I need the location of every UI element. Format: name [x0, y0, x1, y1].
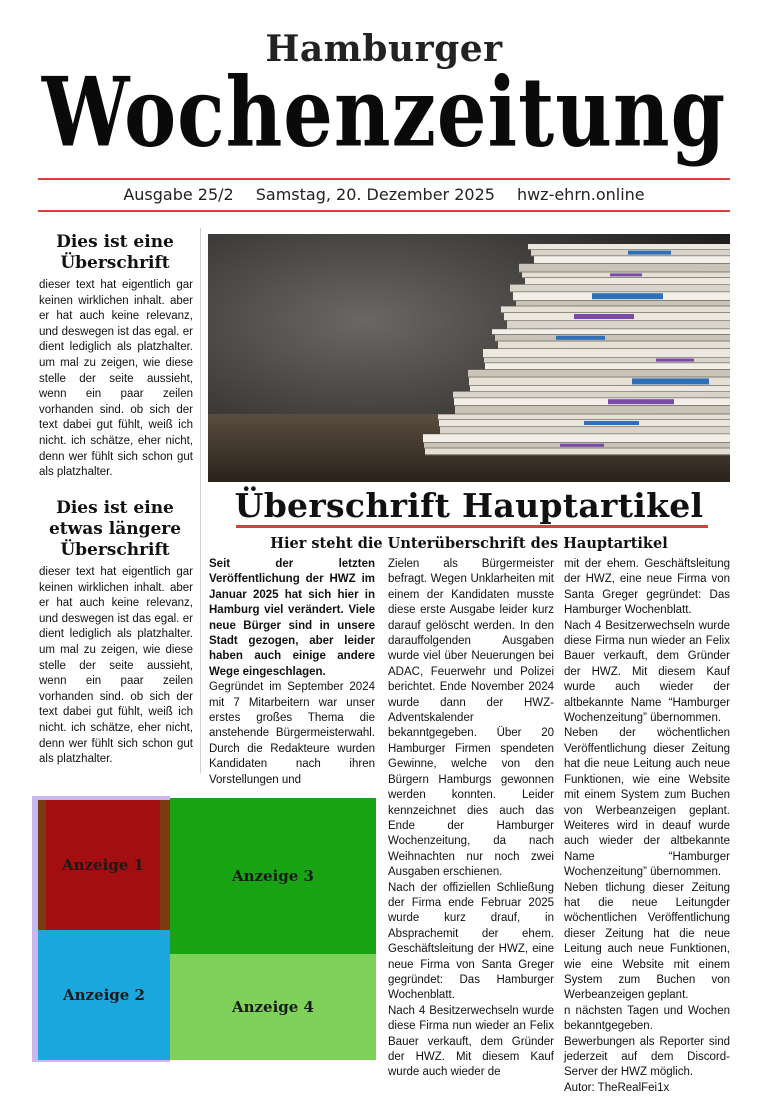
- issue-number: Ausgabe 25/2: [123, 185, 234, 204]
- sidebar-article-2-headline: Dies ist eine etwas längere Überschrift: [48, 498, 182, 560]
- article-paragraph: Neben der wöchentlichen Veröffentlichung dieser Zeitung hat die neue Leitung auch neue Funktionen, wie eine Website mit einem System zum Buchen von Werbeanzeigen geplant. Weiteres wird in deauf wurde auch wieder der altbekannte Name “Hamburger Wochenzeitung” übernommen.: [564, 727, 730, 879]
- ad-2[interactable]: Anzeige 2: [38, 930, 170, 1060]
- newspaper-stack-photo: [208, 234, 730, 482]
- masthead-rule-bottom: [38, 210, 730, 212]
- article-paragraph: n nächsten Tagen und Wochen bekanntgegeben.: [564, 1004, 730, 1033]
- masthead-rule-top: [38, 178, 730, 180]
- article-column-2: [388, 557, 554, 1079]
- headline-underline: [236, 525, 708, 528]
- ad-3[interactable]: Anzeige 3: [170, 798, 376, 954]
- masthead-top-line: Hamburger: [265, 28, 503, 70]
- article-lead: Seit der letzten Veröffentlichung der HWZ im Januar 2025 hat sich hier in Hamburg viel verändert. Viele neue Bürger sind in unsere Stadt gezogen, aber leider haben auch einige andere Wege eingeschlagen.: [209, 558, 375, 678]
- article-paragraph: Bewerbungen als Reporter sind jederzeit auf dem Discord-Server der HWZ möglich.: [564, 1035, 730, 1079]
- sidebar-article-1-headline: Dies ist eine Überschrift: [56, 232, 174, 273]
- article-paragraph: Zielen als Bürgermeister befragt. Wegen Unklarheiten mit einem der Kandidaten musste diese erste Ausgabe leider kurz darauf gelöscht werden. In den darauffolgenden Ausgaben wurde viel über Neuerungen bei ADAC, Feuerwehr und Polizei berichtet. Ende November 2024 wurde dann der HWZ-Adventskalender bekanntgegeben. Über 20 Hamburger Firmen spendeten Gewinne, welche von den Bürgern Hamburgs gewonnen werden konnten. Leider kennzeichnet dies auch das Ende der Hamburger Wochenzeitung, da nach Weihnachten nur noch zwei Ausgaben erschienen.: [388, 558, 554, 879]
- website-link[interactable]: hwz-ehrn.online: [516, 185, 645, 204]
- main-article-subheadline: Hier steht die Unterüberschrift des Hauptartikel: [270, 535, 668, 552]
- article-paragraph: Nach 4 Besitzerwechseln wurde diese Firma nun wieder an Felix Bauer verkauft, dem Gründer der HWZ. Mit diesem Kauf wurde auch wieder de: [388, 1004, 554, 1079]
- issue-date: Samstag, 20. Dezember 2025: [255, 185, 495, 204]
- article-paragraph: Neben tlichung dieser Zeitung hat die neue Leitungder wöchentlichen Veröffentlichung dieser Zeitung hat die neue Leitung auch neue Funktionen, wie eine Website mit einem System zum Buchen von Werbeanzeigen geplant.: [564, 881, 730, 1002]
- issue-info-bar: [38, 185, 730, 207]
- article-column-3: [564, 557, 730, 1094]
- masthead-title: Wochenzeitung: [41, 57, 727, 169]
- article-paragraph: mit der ehem. Geschäftsleitung der HWZ, eine neue Firma von Santa Greger gegründet: Das Hamburger Wochenblatt.: [564, 558, 730, 617]
- column-divider: [200, 228, 201, 773]
- sidebar-article-2-body: dieser text hat eigentlich gar keinen wirklichen inhalt. aber er hat auch keine relevanz, und deswegen ist das egal. er dient lediglich als platzhalter. um mal zu zeigen, wie diese stelle der seite aussieht, wenn ein paar zeilen vorhanden sind. ob sich der text dabei gut fühlt, weiß ich nicht. ich schätze, eher nicht, denn wer fühlt sich schon gut als platzhalter.: [39, 566, 193, 766]
- ad-1[interactable]: Anzeige 1: [46, 800, 160, 930]
- article-paragraph: Nach der offiziellen Schließung der Firma ende Februar 2025 wurde kurz drauf, in Absprachemit der ehem. Geschäftsleitung der HWZ, eine neue Firma von Santa Greger gegründet: Das Hamburger Wochenblatt.: [388, 881, 554, 1002]
- main-article-headline: Überschrift Hauptartikel: [234, 486, 704, 525]
- sidebar-article-1-body: dieser text hat eigentlich gar keinen wirklichen inhalt. aber er hat auch keine relevanz, und deswegen ist das egal. er dient lediglich als platzhalter. um mal zu zeigen, wie diese stelle der seite aussieht, wenn ein paar zeilen vorhanden sind. ob sich der text dabei gut fühlt, weiß ich nicht. ich schätze, eher nicht, denn wer fühlt sich schon gut als platzhalter.: [39, 279, 193, 479]
- ad-block: [32, 796, 376, 1062]
- ad-4[interactable]: Anzeige 4: [170, 954, 376, 1060]
- article-author: Autor: TheRealFei1x: [564, 1081, 670, 1094]
- article-paragraph: Gegründet im September 2024 mit 7 Mitarbeitern war unser erstes großes Thema die anstehende Bürgermeisterwahl. Durch die Redakteure wurden Kandidaten nach ihren Vorstellungen und: [209, 681, 375, 786]
- article-paragraph: Nach 4 Besitzerwechseln wurde diese Firma nun wieder an Felix Bauer verkauft, dem Gründer der HWZ. Mit diesem Kauf wurde auch wieder der altbekannte Name “Hamburger Wochenzeitung” übernommen.: [564, 619, 730, 725]
